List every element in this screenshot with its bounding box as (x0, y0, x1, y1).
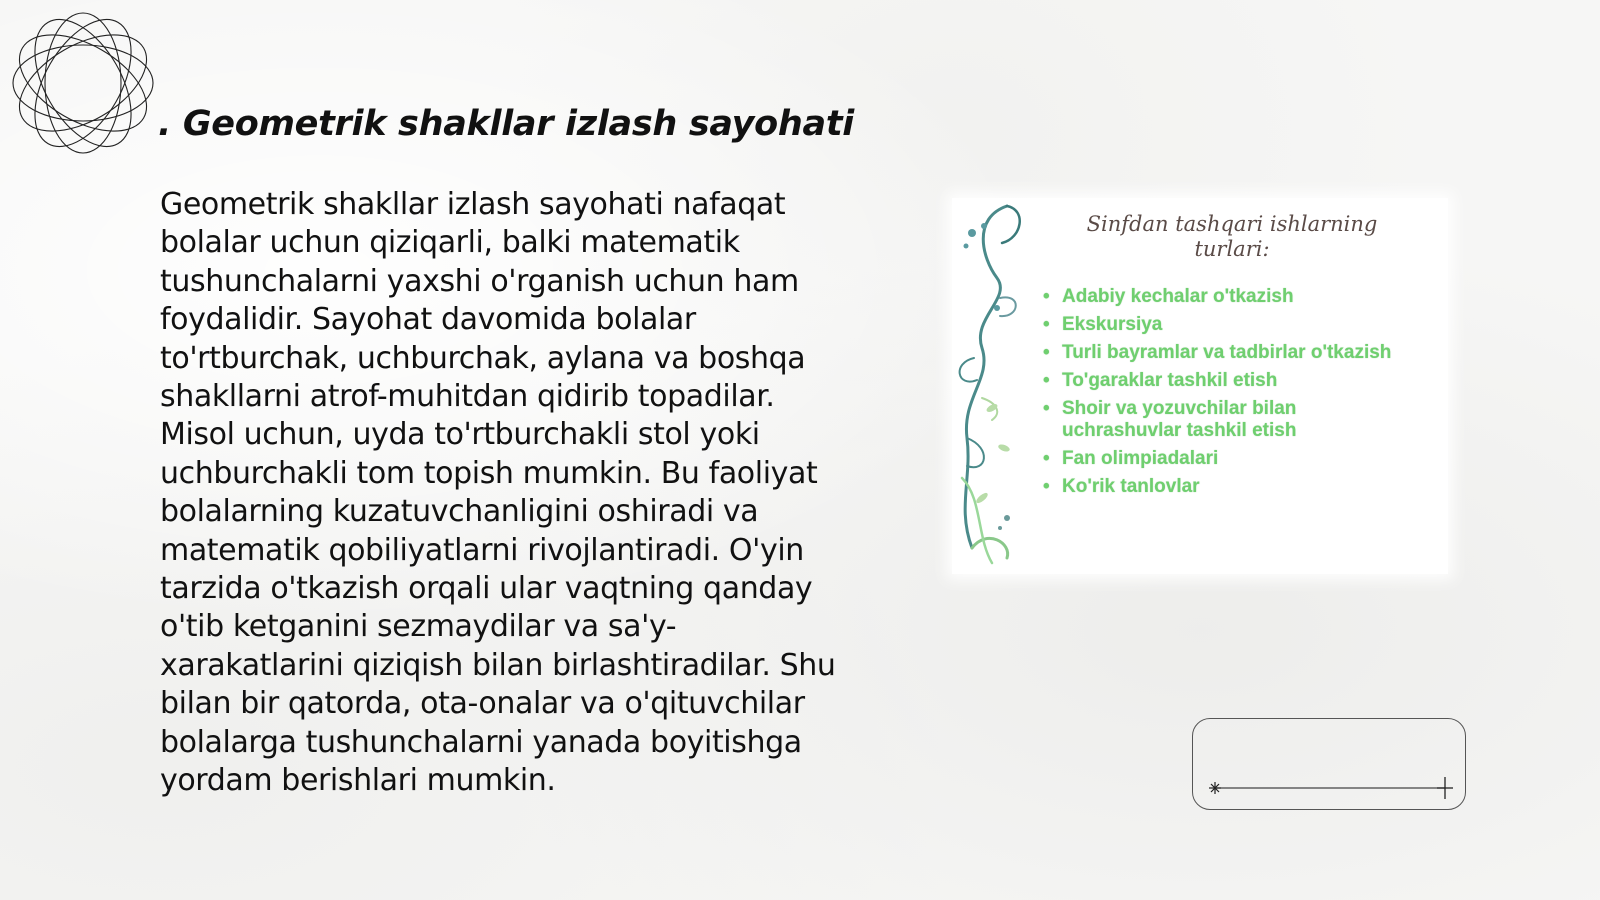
card-title: Sinfdan tashqari ishlarning turlari: (1086, 212, 1378, 261)
decorative-line-box (1192, 718, 1466, 810)
slide-body-text: Geometrik shakllar izlash sayohati nafaqat bolalar uchun qiziqarli, balki matematik tushunchalarni yaxshi o'rganish uchun ham foydalidir. Sayohat davomida bolalar to'rtburchak, uchburchak, aylana va boshqa shakllarni atrof-muhitdan qidirib topadilar. Misol uchun, uyda to'rtburchakli stol yoki uchburchakli tom topish mumkin. Bu faoliyat bolalarning kuzatuvchanligini oshiradi va matematik qobiliyatlarni rivojlantiradi. O'yin tarzida o'tkazish orqali ular vaqtning qanday o'tib ketganini sezmaydilar va sa'y-xarakatlarini qiziqish bilan birlashtiradilar. Shu bilan bir qatorda, ota-onalar va o'qituvchilar bolalarga tushunchalarni yanada boyitishga yordam berishlari mumkin. (160, 187, 836, 799)
star-cross-icon (1437, 777, 1453, 799)
list-item: • Ko'rik tanlovlar (1043, 476, 1200, 497)
list-item: • Ekskursiya (1043, 314, 1163, 335)
list-item: • Turli bayramlar va tadbirlar o'tkazish (1043, 342, 1392, 363)
list-item: • Shoir va yozuvchilar bilan uchrashuvlar tashkil etish (1043, 398, 1297, 441)
decorative-vine-icon (952, 198, 1047, 574)
list-item: • Adabiy kechalar o'tkazish (1043, 286, 1294, 307)
card-list (1040, 286, 1420, 504)
list-item: • Fan olimpiadalari (1043, 448, 1219, 469)
info-card-image (952, 198, 1448, 574)
list-item: • To'garaklar tashkil etish (1043, 370, 1278, 391)
sparkle-icon (1209, 782, 1221, 794)
line-decoration (1193, 719, 1465, 809)
spirograph-logo-icon (8, 8, 158, 158)
slide-title: . Geometrik shakllar izlash sayohati (158, 104, 854, 144)
